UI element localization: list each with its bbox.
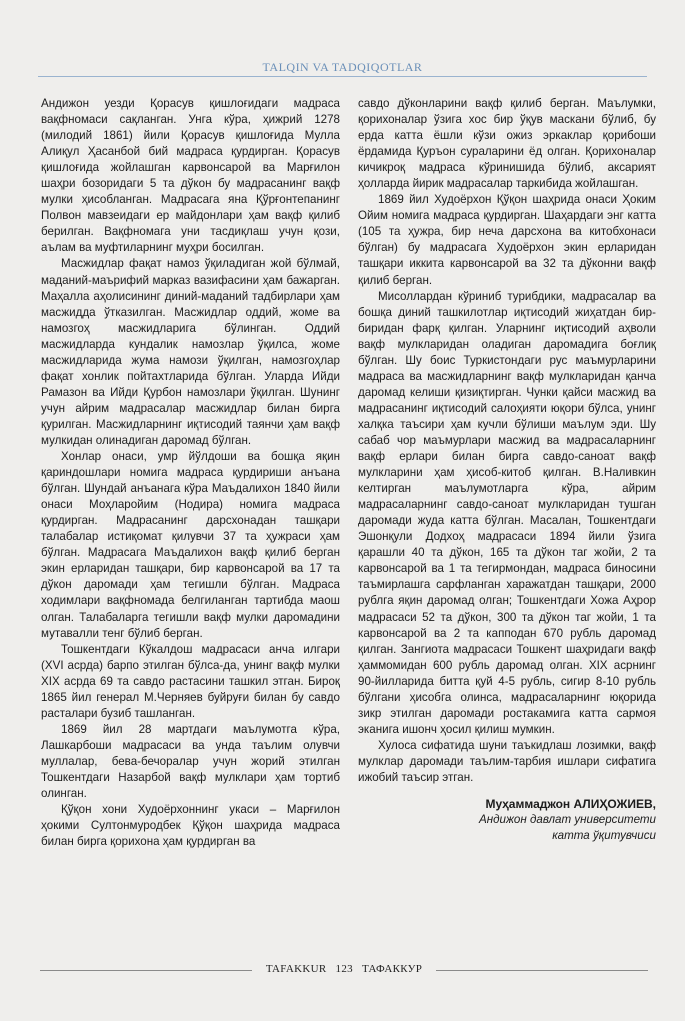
paragraph: 1869 йил Худоёрхон Қўқон шаҳрида онаси Ҳоким Ойим номига мадраса қурдирган. Шаҳардаги энг катта (105 та ҳужра, бир неча дарсхона ва китобхонаси бўлган) бу мадрасага Худоёрхон экин ерларидан ташқари иккита карвонсарой ва 32 та дўконни вақф қилиб берган.	[358, 193, 656, 287]
paragraph: Хулоса сифатида шуни таъкидлаш лозимки, вақф мулклар даромади таълим-тарбия ишлари сифатига ижобий таъсир этган.	[358, 738, 656, 784]
footer-journal-latin: TAFAKKUR	[265, 963, 327, 975]
footer-rule-right	[436, 970, 648, 971]
right-paragraphs	[358, 96, 656, 786]
author-position: катта ўқитувчиси	[552, 829, 656, 843]
paragraph: савдо дўконларини вақф қилиб берган. Маълумки, қорихоналар ўзига хос бир ўқув маскани бўлиб, бу ерда катта ёшли кўзи ожиз эркаклар қорибоши ёрдамида Қуръон сураларини ёд олган. Қорихоналар кичикроқ мадраса кўринишида бўлиб, аксарият ҳолларда йирик мадрасалар таркибида жойлашган.	[358, 97, 656, 191]
author-affiliation: Андижон давлат университети	[478, 813, 656, 827]
header-divider	[38, 76, 647, 77]
right-text-column	[358, 96, 656, 844]
page-number: 123	[335, 963, 353, 975]
paragraph: Андижон уезди Қорасув қишлоғидаги мадраса вақфномаси сақланган. Унга кўра, ҳижрий 1278 (милодий 1861) йили Қорасув қишлоғида Мулла Алиқул Ҳасанбой бий мадраса қурдирган. Қорасув қишлоғида жойлашган карвонсарой ва Марғилон шаҳри бозоридаги 5 та дўкон бу мадрасанинг вақф мулки ҳисобланган. Мадрасага яна Қўрғонтепанинг Полвон мавзеидаги ер майдонлари ҳам вақф қилиб берилган. Вақфномага уни тасдиқлаш учун қози, аълам ва муфтиларнинг муҳри босилган.	[41, 97, 340, 255]
paragraph: 1869 йил 28 мартдаги маълумотга кўра, Лашкарбоши мадрасаси ва унда таълим олувчи муллалар, бева-бечоралар учун жорий этилган Тошкентдаги Назарбой вақф мулклари ҳам тортиб олинган.	[41, 722, 340, 801]
footer-journal-cyrillic: ТАФАККУР	[362, 963, 423, 975]
left-text-column	[41, 96, 340, 850]
running-header: TALQIN VA TADQIQOTLAR	[262, 60, 423, 74]
paragraph: Қўқон хони Худоёрхоннинг укаси – Марғилон ҳокими Султонмуродбек Қўқон шаҳрида мадраса билан бирга қорихона ҳам қурдирган ва	[41, 803, 340, 849]
paragraph: Хонлар онаси, умр йўлдоши ва бошқа яқин қариндошлари номига мадраса қурдириши анъана бўлган. Шундай анъанага кўра Маъдалихон 1840 йили онаси Моҳларойим (Нодира) номига мадраса қурдирган. Мадрасанинг дарсхонадан ташқари талабалар истиқомат қилувчи 37 та ҳужраси ҳам бўлган. Мадрасага Маъдалихон вақф қилиб берган экин ерларидан ташқари, бир карвонсарой ва 17 та дўкон даромади ҳам тегишли бўлган. Мадраса ходимлари вақфномада белгиланган тартибда маош олган. Талабаларга тегишли вақф мулки даромадини мутавалли тенг бўлиб берган.	[41, 450, 340, 640]
paragraph: Масжидлар фақат намоз ўқиладиган жой бўлмай, маданий-маърифий марказ вазифасини ҳам бажарган. Маҳалла аҳолисининг диний-маданий тадбирлари ҳам масжидда ўтказилган. Масжидлар оддий, жоме ва намозгоҳ масжидларига бўлинган. Оддий масжидларда кундалик намозлар ўқилса, жоме масжидларида жума намози ўқилган, намозгоҳлар фақат хонлик пойтахтларида бўлган. Уларда Ийди Рамазон ва Ийди Қурбон намозлари ўқилган. Шунинг учун айрим мадрасалар масжидлар билан бирга қурилган. Масжидларнинг иқтисодий таянчи ҳам вақф мулкидан олинадиган даромад бўлган.	[41, 257, 340, 447]
paragraph: Мисоллардан кўриниб турибдики, мадрасалар ва бошқа диний ташкилотлар иқтисодий жиҳатдан бир-биридан фарқ қилган. Уларнинг иқтисодий аҳволи вақф мулкларидан оладиган даромадига боғлиқ бўлган. Шу боис Туркистондаги рус маъмурларини мадраса ва масжидларнинг вақф мулкларидан қанча даромад келиши қизиқтирган. Чунки қайси масжид ва мадрасанинг иқтисодий салоҳияти юқори бўлса, унинг халқка таъсири ҳам кучли бўлиши маълум эди. Шу сабаб чор маъмурлари масжид ва мадрасаларнинг вақф ерлари билан бирга савдо-саноат вақф мулкларини ҳам ҳисоб-китоб қилган. В.Наливкин келтирган маълумотларга кўра, айрим мадрасаларнинг савдо-саноат мулкларидан тушган даромади жуда катта бўлган. Масалан, Тошкентдаги Эшонқули Додхоҳ мадрасаси 1894 йили ўзига қарашли 40 та дўкон, 165 та дўкон таг жойи, 2 та карвонсарой ва 1 та тегирмондан, мадраса биносини таъмирлашга сарфланган харажатдан ташқари, 2000 рублга яқин даромад олган; Тошкентдаги Хожа Аҳрор мадрасаси 52 та дўкон, 300 та дўкон таг жойи, 1 та карвонсарой ва 2 та капподан 670 рубль даромад қилган. Зангиота мадрасаси Тошкент шаҳридаги вақф ҳаммомидан 600 рубль даромад олган. XIX асрнинг 90-йилларида битта қуй 4-5 рубль, сигир 8-10 рубль бўлгани ҳисобга олинса, мадрасаларнинг юқорида зикр этилган даромади ростакамига катта сармоя эканига ишонч ҳосил қилиш мумкин.	[358, 289, 656, 736]
paragraph: Тошкентдаги Кўкалдош мадрасаси анча илгари (XVI асрда) барпо этилган бўлса-да, унинг вақф мулки XIX асрда 69 та савдо растасини ташкил этган. Бироқ 1865 йил генерал М.Черняев буйруғи билан бу савдо расталари бузиб ташланган.	[41, 642, 340, 720]
footer	[252, 963, 436, 975]
author-name: Муҳаммаджон АЛИҲОЖИЕВ,	[485, 797, 656, 812]
footer-rule-left	[40, 970, 252, 971]
